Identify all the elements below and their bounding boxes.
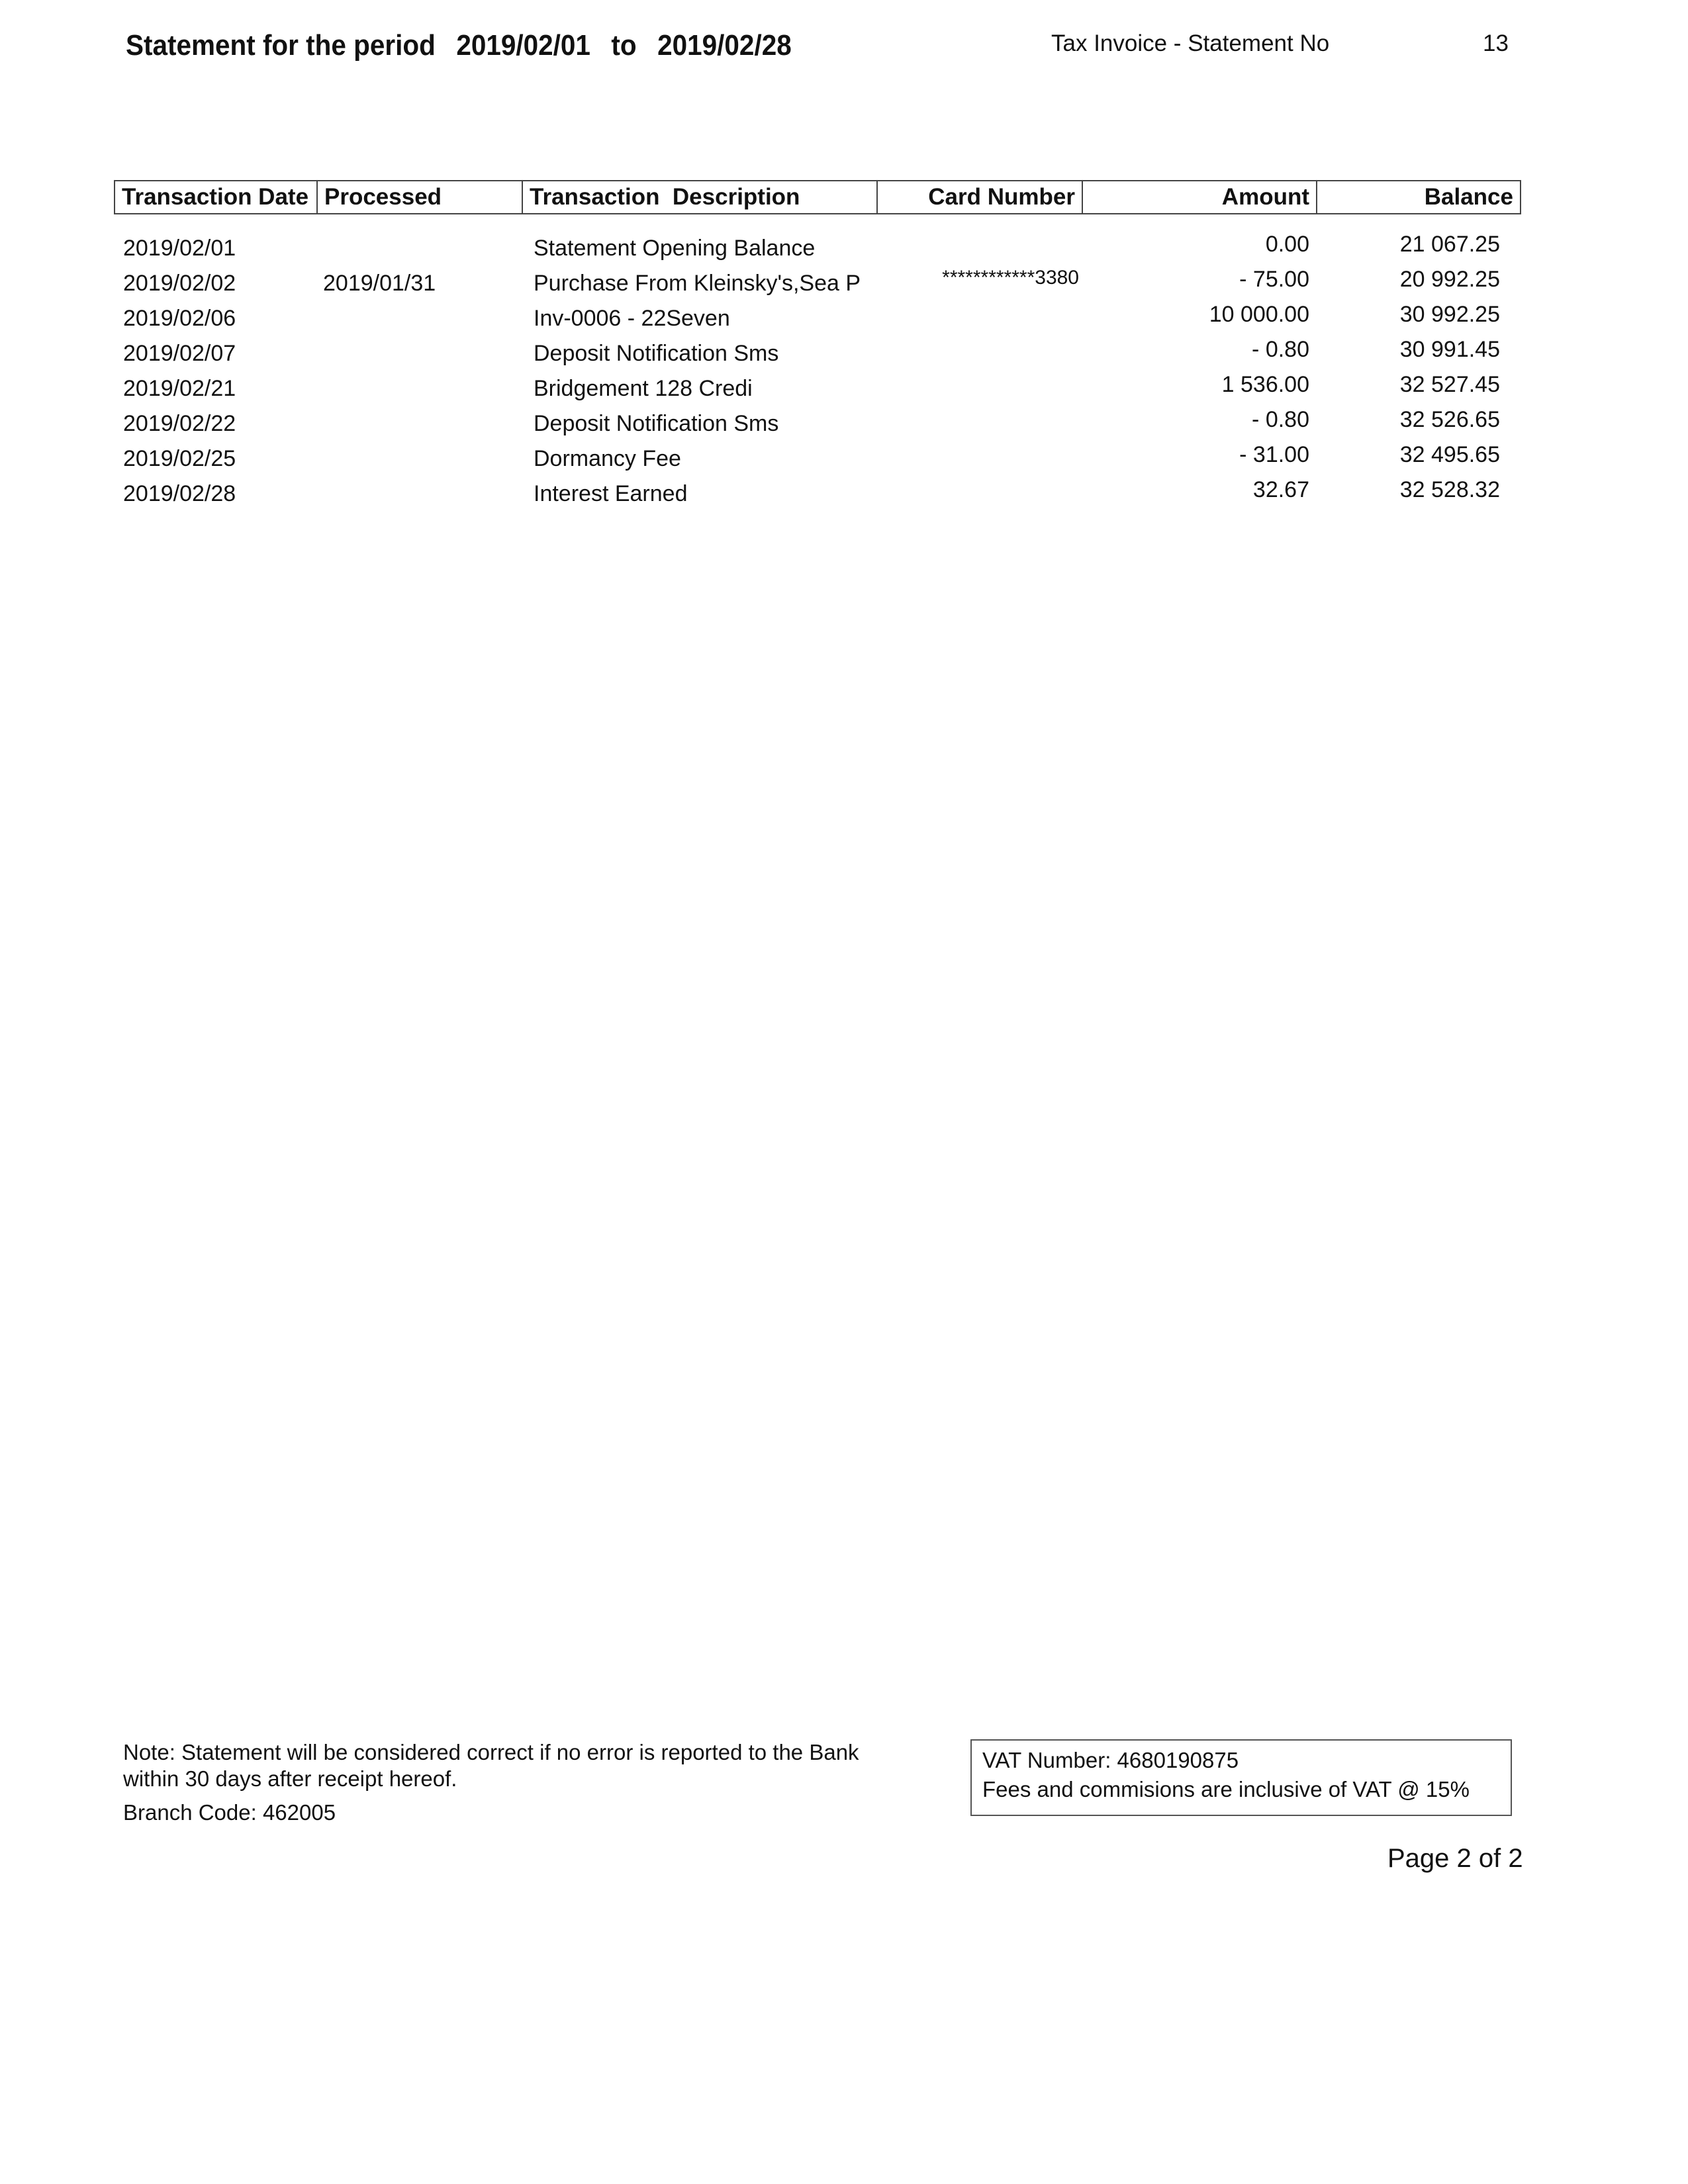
transaction-date: 2019/02/07 — [123, 341, 236, 366]
balance: 30 991.45 — [1399, 337, 1500, 362]
vat-number: VAT Number: 4680190875 — [982, 1748, 1239, 1772]
balance: 32 526.65 — [1399, 407, 1500, 432]
transaction-description: Inv-0006 - 22Seven — [534, 306, 730, 331]
amount: - 31.00 — [1239, 442, 1309, 467]
balance: 20 992.25 — [1399, 267, 1500, 292]
transaction-date: 2019/02/25 — [123, 446, 236, 471]
column-header-processed: Processed — [316, 180, 523, 214]
balance: 32 528.32 — [1399, 477, 1500, 502]
transaction-description: Purchase From Kleinsky's,Sea P — [534, 271, 861, 296]
statement-label: Statement for the period — [126, 29, 436, 62]
balance: 21 067.25 — [1399, 232, 1500, 257]
balance: 30 992.25 — [1399, 302, 1500, 327]
amount: 1 536.00 — [1221, 372, 1309, 397]
transaction-description: Statement Opening Balance — [534, 236, 816, 261]
card-number: ************3380 — [942, 267, 1079, 289]
transaction-description: Deposit Notification Sms — [534, 341, 779, 366]
amount: - 0.80 — [1252, 407, 1309, 432]
amount: 10 000.00 — [1209, 302, 1309, 327]
statement-correctness-note: Note: Statement will be considered correct if no error is reported to the Bank within 30 days after receipt hereof. — [123, 1740, 859, 1791]
period-from: 2019/02/01 — [456, 29, 590, 62]
transaction-description: Deposit Notification Sms — [534, 411, 779, 436]
balance: 32 495.65 — [1399, 442, 1500, 467]
balance: 32 527.45 — [1399, 372, 1500, 397]
transaction-date: 2019/02/22 — [123, 411, 236, 436]
processed-date: 2019/01/31 — [323, 271, 436, 296]
statement-number: 13 — [1483, 30, 1509, 56]
period-to: 2019/02/28 — [657, 29, 792, 62]
amount: 32.67 — [1252, 477, 1309, 502]
amount: - 75.00 — [1239, 267, 1309, 292]
transaction-description: Dormancy Fee — [534, 446, 681, 471]
transaction-date: 2019/02/01 — [123, 236, 236, 261]
page-number: Page 2 of 2 — [1387, 1844, 1523, 1873]
period-to-label: to — [611, 29, 637, 62]
tax-invoice-label: Tax Invoice - Statement No — [1051, 30, 1330, 56]
column-header-balance: Balance — [1316, 180, 1521, 214]
amount: - 0.80 — [1252, 337, 1309, 362]
column-header-amount: Amount — [1082, 180, 1317, 214]
transaction-date: 2019/02/06 — [123, 306, 236, 331]
branch-code: Branch Code: 462005 — [123, 1800, 336, 1825]
amount: 0.00 — [1265, 232, 1309, 257]
transaction-description: Interest Earned — [534, 481, 688, 506]
transaction-date: 2019/02/28 — [123, 481, 236, 506]
transaction-description: Bridgement 128 Credi — [534, 376, 753, 401]
column-header-card-number: Card Number — [876, 180, 1083, 214]
vat-inclusive-note: Fees and commisions are inclusive of VAT @ 15% — [982, 1777, 1470, 1801]
column-header-description: Transaction Description — [522, 180, 878, 214]
vat-info-box — [970, 1739, 1512, 1816]
statement-period-title — [126, 29, 805, 62]
transaction-date: 2019/02/21 — [123, 376, 236, 401]
column-header-transaction-date: Transaction Date — [114, 180, 318, 214]
transaction-date: 2019/02/02 — [123, 271, 236, 296]
